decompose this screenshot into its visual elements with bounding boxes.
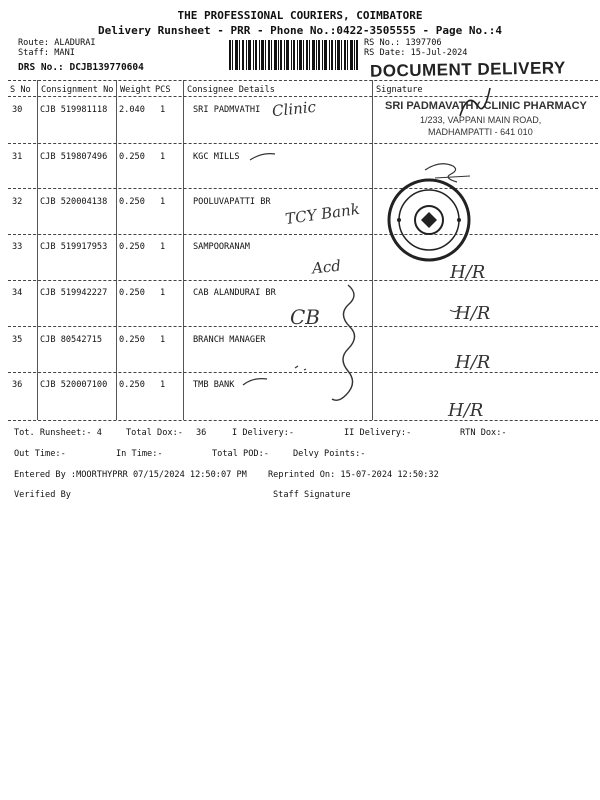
table-top-rule (8, 80, 598, 81)
row-weight: 2.040 (119, 105, 145, 115)
table-bottom-rule (8, 420, 598, 421)
row-consignment: CJB 80542715 (40, 335, 103, 345)
signature-stroke (460, 88, 490, 116)
row-pcs: 1 (160, 242, 166, 252)
col-weight: Weight (120, 85, 152, 95)
drs-number: DRS No.: DCJB139770604 (18, 62, 144, 73)
handwritten-clinic: Clinic (271, 97, 317, 121)
row-pcs: 1 (160, 335, 166, 345)
barcode (229, 40, 359, 70)
row-consignee: BRANCH MANAGER (193, 335, 266, 345)
row-sno: 32 (12, 197, 23, 207)
reprinted-on: Reprinted On: 15-07-2024 12:50:32 (268, 470, 439, 480)
handwritten-hr: H/R (450, 262, 486, 283)
tot-runsheet: Tot. Runsheet:- 4 (14, 428, 102, 438)
rs-date: RS Date: 15-Jul-2024 (364, 48, 468, 58)
row-pcs: 1 (160, 105, 166, 115)
i-delivery: I Delivery:- (232, 428, 295, 438)
row-consignee: TMB BANK (193, 380, 235, 390)
col-signature: Signature (376, 85, 423, 95)
clinic-stamp-line2: 1/233, VAPPANI MAIN ROAD, (420, 115, 542, 125)
row-pcs: 1 (160, 197, 166, 207)
row-weight: 0.250 (119, 197, 145, 207)
col-divider (37, 80, 38, 420)
row-consignment: CJB 519917953 (40, 242, 108, 252)
row-pcs: 1 (160, 152, 166, 162)
bank-seal-graphic (385, 176, 473, 264)
row-sno: 31 (12, 152, 23, 162)
col-sno: S No (10, 85, 31, 95)
out-time: Out Time:- (14, 449, 66, 459)
handwritten-hr: H/R (448, 400, 484, 421)
pen-dot (450, 308, 460, 312)
row-consignee: SAMPOORANAM (193, 242, 250, 252)
clinic-stamp-signature (455, 86, 495, 126)
seal-emblem-mark (421, 212, 437, 228)
col-consignee: Consignee Details (187, 85, 275, 95)
barcode-graphic (229, 40, 359, 70)
runsheet-subtitle: Delivery Runsheet - PRR - Phone No.:0422-3505555 - Page No.:4 (98, 24, 502, 37)
col-consignment: Consignment No (41, 85, 114, 95)
row-weight: 0.250 (119, 152, 145, 162)
document-delivery-stamp: DOCUMENT DELIVERY (369, 58, 566, 81)
pen-dots (295, 366, 306, 370)
row-consignee: SRI PADMVATHI (193, 105, 261, 115)
total-dox-value: 36 (196, 428, 207, 438)
rtn-dox: RTN Dox:- (460, 428, 507, 438)
row-consignee: POOLUVAPATTI BR (193, 197, 271, 207)
row-consignee: KGC MILLS (193, 152, 240, 162)
delvy-points: Delvy Points:- (293, 449, 366, 459)
col-divider (116, 80, 117, 420)
pen-tick (243, 379, 267, 385)
row-sno: 33 (12, 242, 23, 252)
total-pod: Total POD:- (212, 449, 269, 459)
row-consignment: CJB 519807496 (40, 152, 108, 162)
row-sno: 34 (12, 288, 23, 298)
row-consignment: CJB 519942227 (40, 288, 108, 298)
verified-by: Verified By (14, 490, 71, 500)
handwritten-tcy-bank: TCY Bank (284, 199, 361, 229)
entered-by: Entered By :MOORTHYPRR 07/15/2024 12:50:07 PM (14, 470, 247, 480)
row-consignment: CJB 520004138 (40, 197, 108, 207)
route-label: Route: ALADURAI (18, 38, 96, 48)
table-header-rule (8, 96, 598, 97)
row-consignment: CJB 520007100 (40, 380, 108, 390)
clinic-stamp-line1: SRI PADMAVATHY CLINIC PHARMACY (385, 100, 587, 112)
total-dox-label: Total Dox:- (126, 428, 183, 438)
ii-delivery: II Delivery:- (344, 428, 412, 438)
seal-dot (457, 218, 461, 222)
row-pcs: 1 (160, 288, 166, 298)
in-time: In Time:- (116, 449, 163, 459)
rs-number: RS No.: 1397706 (364, 38, 442, 48)
bank-seal (385, 176, 473, 264)
clinic-stamp-line3: MADHAMPATTI - 641 010 (428, 127, 533, 137)
staff-label: Staff: MANI (18, 48, 75, 58)
row-weight: 0.250 (119, 288, 145, 298)
row-pcs: 1 (160, 380, 166, 390)
pen-brace (332, 285, 355, 400)
row-weight: 0.250 (119, 380, 145, 390)
handwritten-cb: CB (290, 305, 320, 329)
handwritten-hr: H/R (455, 352, 491, 373)
row-consignment: CJB 519981118 (40, 105, 108, 115)
staff-signature: Staff Signature (273, 490, 351, 500)
row-consignee: CAB ALANDURAI BR (193, 288, 276, 298)
company-title: THE PROFESSIONAL COURIERS, COIMBATORE (177, 9, 423, 22)
row-weight: 0.250 (119, 335, 145, 345)
row-sno: 35 (12, 335, 23, 345)
row-sno: 36 (12, 380, 23, 390)
pen-tick (250, 154, 275, 160)
handwritten-acd: Acd (311, 256, 342, 278)
seal-dot (397, 218, 401, 222)
row-sno: 30 (12, 105, 23, 115)
row-weight: 0.250 (119, 242, 145, 252)
handwritten-hr: H/R (455, 303, 491, 324)
col-pcs: PCS (155, 85, 171, 95)
